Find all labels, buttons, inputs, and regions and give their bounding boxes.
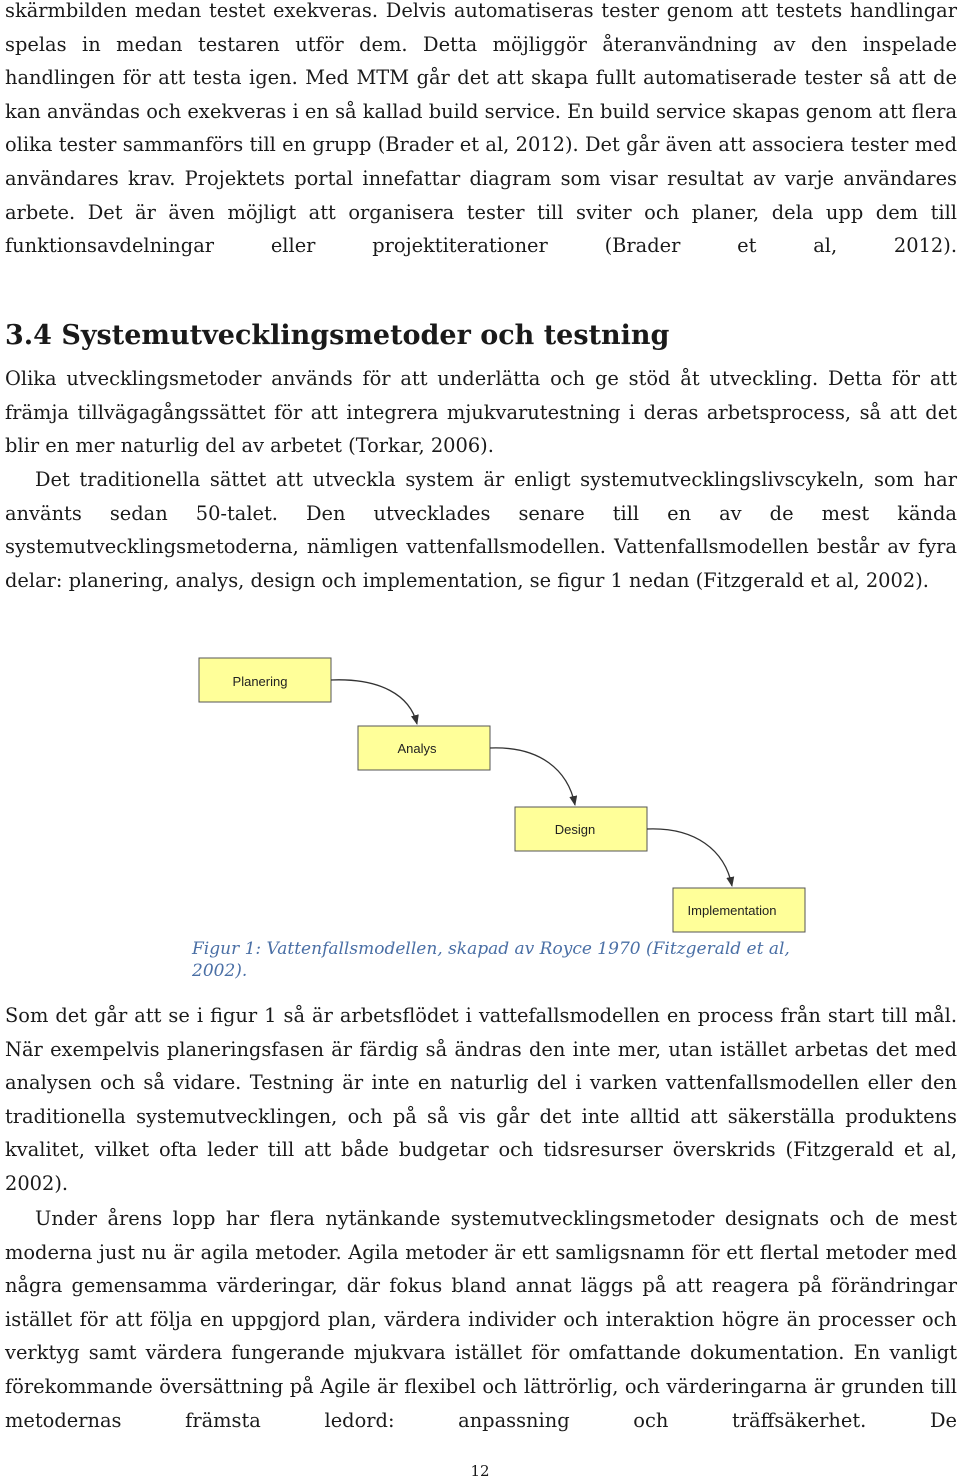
box-planering xyxy=(199,658,331,702)
arrow-analys-design xyxy=(490,748,575,805)
waterfall-diagram xyxy=(5,650,957,950)
arrow-design-implementation xyxy=(647,829,732,886)
box-label-planering: Planering xyxy=(232,674,288,689)
section-paragraph-2: Det traditionella sättet att utveckla system är enligt systemutvecklingslivscykeln, som har använts sedan 50-talet. Den utvecklades senare till en av de mest kända systemutvecklingsmetoderna, nämligen vattenfallsmodellen. Vattenfallsmodellen består av fyra delar: planering, analys, design och implementation, se figur 1 nedan (Fitzgerald et al, 2002). xyxy=(5,468,957,592)
box-label-design: Design xyxy=(554,822,596,837)
section-paragraph-1: Olika utvecklingsmetoder används för att underlätta och ge stöd åt utveckling. Detta för att främja tillvägagångssättet för att integrera mjukvarutestning i deras arbetsprocess, så att det blir en mer naturlig del av arbetet (Torkar, 2006). xyxy=(5,367,957,458)
box-label-implementation: Implementation xyxy=(687,903,777,918)
paragraph-after-figure-1: Som det går att se i figur 1 så är arbetsflödet i vattefallsmodellen en process från start till mål. När exempelvis planeringsfasen är färdig så ändras den inte mer, utan istället arbetas det med analysen och så vidare. Testning är inte en naturlig del i varken vattenfallsmodellen eller den traditionella systemutvecklingen, och på så vis går det inte alltid att säkerställa produktens kvalitet, vilket ofta leder till att både budgetar och tidsresurser överskrids (Fitzgerald et al, 2002). xyxy=(5,1004,957,1195)
box-label-analys: Analys xyxy=(397,741,437,756)
box-analys xyxy=(358,726,490,770)
paragraph-after-figure-2: Under årens lopp har flera nytänkande systemutvecklingsmetoder designats och de mest moderna just nu är agila metoder. Agila metoder är ett samligsnamn för ett flertal metoder med några gemensamma värderingar, där fokus bland annat läggs på att reagera på förändringar istället för att följa en uppgjord plan, värdera individer och interaktion högre än processer och verktyg samt värdera fungerande mjukvara istället för omfattande dokumentation. En vanligt förekommande översättning på Agile är flexibel och lättrörlig, och värderingarna är grunden till metodernas främsta ledord: anpassning och träffsäkerhet. De xyxy=(5,1207,957,1432)
intro-paragraph: skärmbilden medan testet exekveras. Delvis automatiseras tester genom att testets handlingar spelas in medan testaren utför dem. Detta möjliggör återanvändning av den inspelade handlingen för att testa igen. Med MTM går det att skapa fullt automatiserade tester så att de kan användas och exekveras i en så kallad build service. En build service skapas genom att flera olika tester sammanförs till en grupp (Brader et al, 2012). Det går även att associera tester med användares krav. Projektets portal innefattar diagram som visar resultat av varje användares arbete. Det är även möjligt att organisera tester till sviter och planer, dela upp dem till funktionsavdelningar eller projektiterationer (Brader et al, 2012). xyxy=(5,0,957,258)
figure-caption: Figur 1: Vattenfallsmodellen, skapad av Royce 1970 (Fitzgerald et al, 2002). xyxy=(192,939,790,981)
arrow-planering-analys xyxy=(331,680,417,724)
box-implementation xyxy=(673,888,805,932)
page-number: 12 xyxy=(470,1462,490,1480)
section-heading: 3.4 Systemutvecklingsmetoder och testning xyxy=(5,320,670,351)
waterfall-figure xyxy=(5,650,957,950)
box-design xyxy=(515,807,647,851)
